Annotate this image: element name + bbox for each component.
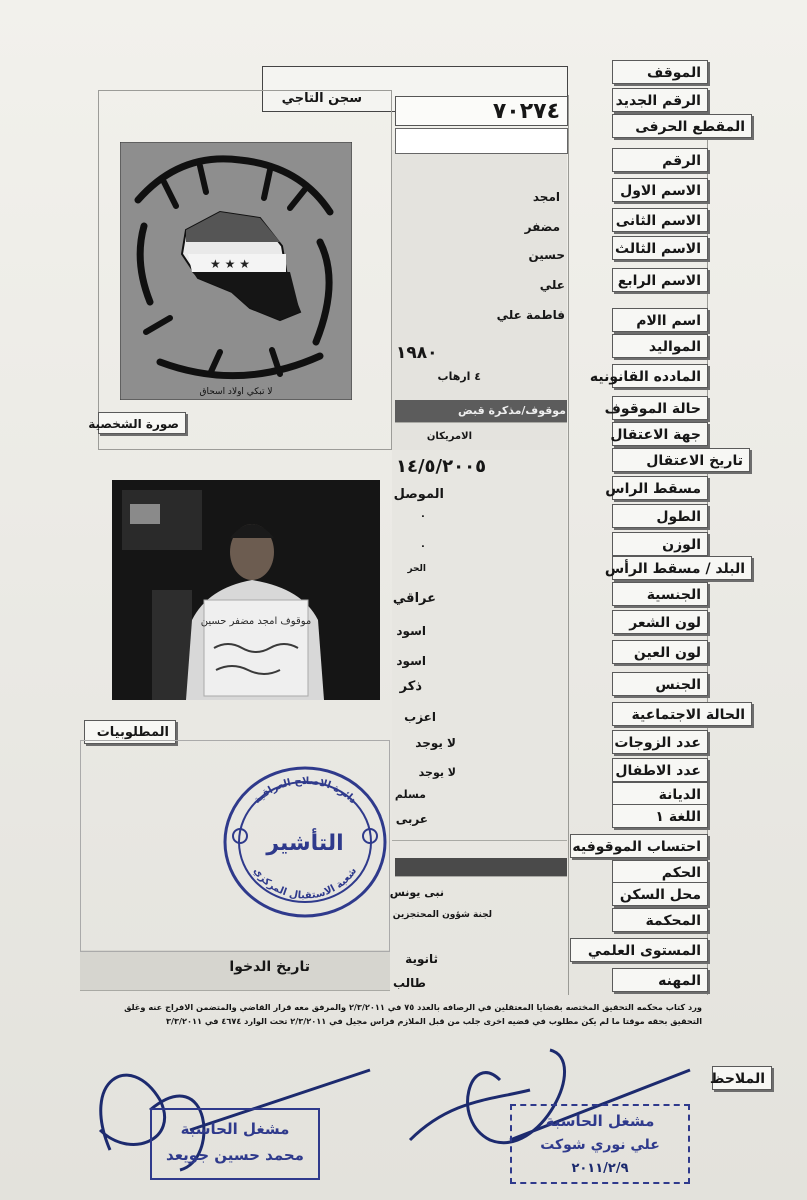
number-value: ٧٠٢٧٤: [492, 99, 560, 124]
value-education: ثانوية: [405, 952, 438, 966]
label-country-birthplace: البلد / مسقط الرأس: [612, 556, 752, 580]
value-eye-color: اسود: [396, 654, 426, 668]
label-language: اللغة ١: [612, 804, 708, 828]
entry-date-label: تاريخ الدخوا: [229, 959, 310, 975]
label-birth: المواليد: [612, 334, 708, 358]
section-box: [395, 128, 568, 154]
label-residence: محل السكن: [612, 882, 708, 906]
stamp-center-text: التأشير: [266, 831, 344, 856]
value-weight: ٠: [419, 541, 426, 552]
label-court: المحكمة: [612, 908, 708, 932]
stamp-bottom-text: شعبة الاستقبال المركزي: [250, 865, 360, 902]
value-profession: طالب: [392, 976, 426, 990]
label-arrest-authority: جهة الاعتقال: [612, 422, 708, 446]
value-birthplace: الموصل: [393, 487, 444, 502]
label-notes: الملاحظ: [712, 1066, 772, 1090]
value-hair-color: اسود: [396, 624, 426, 638]
dark-bar: [395, 858, 567, 877]
left-signature-stamp: [150, 1108, 320, 1180]
label-weight: الوزن: [612, 532, 708, 556]
label-arrest-date: تاريخ الاعتقال: [612, 448, 750, 472]
label-third-name: الاسم الثالث: [612, 236, 708, 260]
value-third-name: حسين: [528, 248, 565, 262]
value-marital-status: اعزب: [404, 710, 436, 724]
label-wives: عدد الزوجات: [612, 730, 708, 754]
label-education: المستوى العلمي: [570, 938, 708, 962]
value-country-birthplace: الحر: [407, 564, 426, 574]
label-profession: المهنه: [612, 968, 708, 992]
value-arrest-authority: الامريكان: [426, 431, 472, 442]
value-wives: لا يوجد: [415, 736, 456, 750]
label-nationality: الجنسية: [612, 582, 708, 606]
logo-calligraphy: لا تبكي اولاد اسحاق: [199, 387, 273, 397]
value-mother-name: فاطمة علي: [496, 308, 565, 322]
value-language: عربى: [395, 812, 428, 826]
label-fourth-name: الاسم الرابع: [612, 268, 708, 292]
release-note: ورد كتاب محكمه التحقيق المختصه بقضايا المعتقلين في الرصافه بالعدد ٧٥ في ٢/٣/٢٠١١ والمرفق معه قرار القاضي والمتضمن الافراج عنه وغلق التحقيق بحقه موقتا ما لم يكن مطلوب في قضيه اخرى جلب من قبل الملازم فراس مجيل في ٢/٣/٢٠١١ تحت الوارد ٤٦٧٤ في ٣/٣/٢٠١١: [124, 1002, 702, 1026]
value-second-name: مضفر: [524, 220, 560, 234]
label-children: عدد الاطفال: [612, 758, 708, 782]
svg-text:شعبة الاستقبال المركزي: [251, 866, 359, 902]
label-sex: الجنس: [612, 672, 708, 696]
label-mawqif: الموقف: [612, 60, 708, 84]
value-legal-article: ٤ ارهاب: [437, 370, 481, 383]
right-signature-name: علي نوري شوكت: [540, 1137, 660, 1153]
label-religion: الديانة: [612, 782, 708, 806]
label-eye-color: لون العين: [612, 640, 708, 664]
label-sentence: الحكم: [612, 860, 708, 884]
wanted-label: المطلوبيات: [84, 720, 176, 744]
left-signature-name: محمد حسين جويعد: [166, 1146, 304, 1164]
label-number: الرقم: [612, 148, 708, 172]
svg-text:★ ★ ★: ★ ★ ★: [210, 257, 250, 271]
logo-image: [120, 142, 352, 400]
value-arrest-date: ١٤/٥/٢٠٠٥: [396, 456, 487, 477]
right-signature-date: ٢٠١١/٢/٩: [571, 1161, 629, 1176]
value-court: لجنة شؤون المحتجزين: [392, 910, 492, 920]
official-stamp: [222, 764, 388, 920]
svg-text:دائرة الاصلاح العراقية: [252, 776, 359, 806]
label-first-name: الاسم الاول: [612, 178, 708, 202]
label-marital-status: الحالة الاجتماعية: [612, 702, 752, 726]
value-fourth-name: علي: [539, 278, 565, 292]
detainee-photo: [112, 480, 380, 700]
value-residence: نبى يونس: [389, 886, 444, 899]
photo-sign-text: موقوف امجد مضفر حسين: [200, 616, 312, 627]
right-signature-title: مشغل الحاسبة: [545, 1112, 655, 1130]
label-detention-calc: احتساب الموقوفيه: [570, 834, 708, 858]
prison-name: سجن التاجي: [281, 91, 362, 106]
value-sex: ذكر: [399, 679, 422, 694]
value-height: ٠: [419, 511, 426, 522]
value-children: لا يوجد: [418, 766, 456, 779]
label-second-name: الاسم الثانى: [612, 208, 708, 232]
label-new-number: الرقم الجديد: [612, 88, 708, 112]
label-hair-color: لون الشعر: [612, 610, 708, 634]
value-nationality: عراقي: [392, 591, 436, 606]
label-mother-name: اسم االام: [612, 308, 708, 332]
label-section: المقطع الحرفى: [612, 114, 752, 138]
label-detainee-status: حالة الموقوف: [612, 396, 708, 420]
value-birth: ١٩٨٠: [396, 343, 438, 363]
photo-label: صورة الشخصية: [98, 412, 186, 434]
stamp-top-text: دائرة الاصلاح العراقية: [251, 775, 359, 807]
left-signature-title: مشغل الحاسبة: [180, 1120, 290, 1138]
value-detainee-status: موقوف/مذكرة قبض: [457, 404, 566, 417]
label-height: الطول: [612, 504, 708, 528]
value-religion: مسلم: [394, 788, 426, 801]
label-birthplace: مسقط الراس: [612, 476, 708, 500]
label-legal-article: المادده القانونيه: [612, 364, 708, 388]
value-first-name: امجد: [532, 190, 560, 204]
